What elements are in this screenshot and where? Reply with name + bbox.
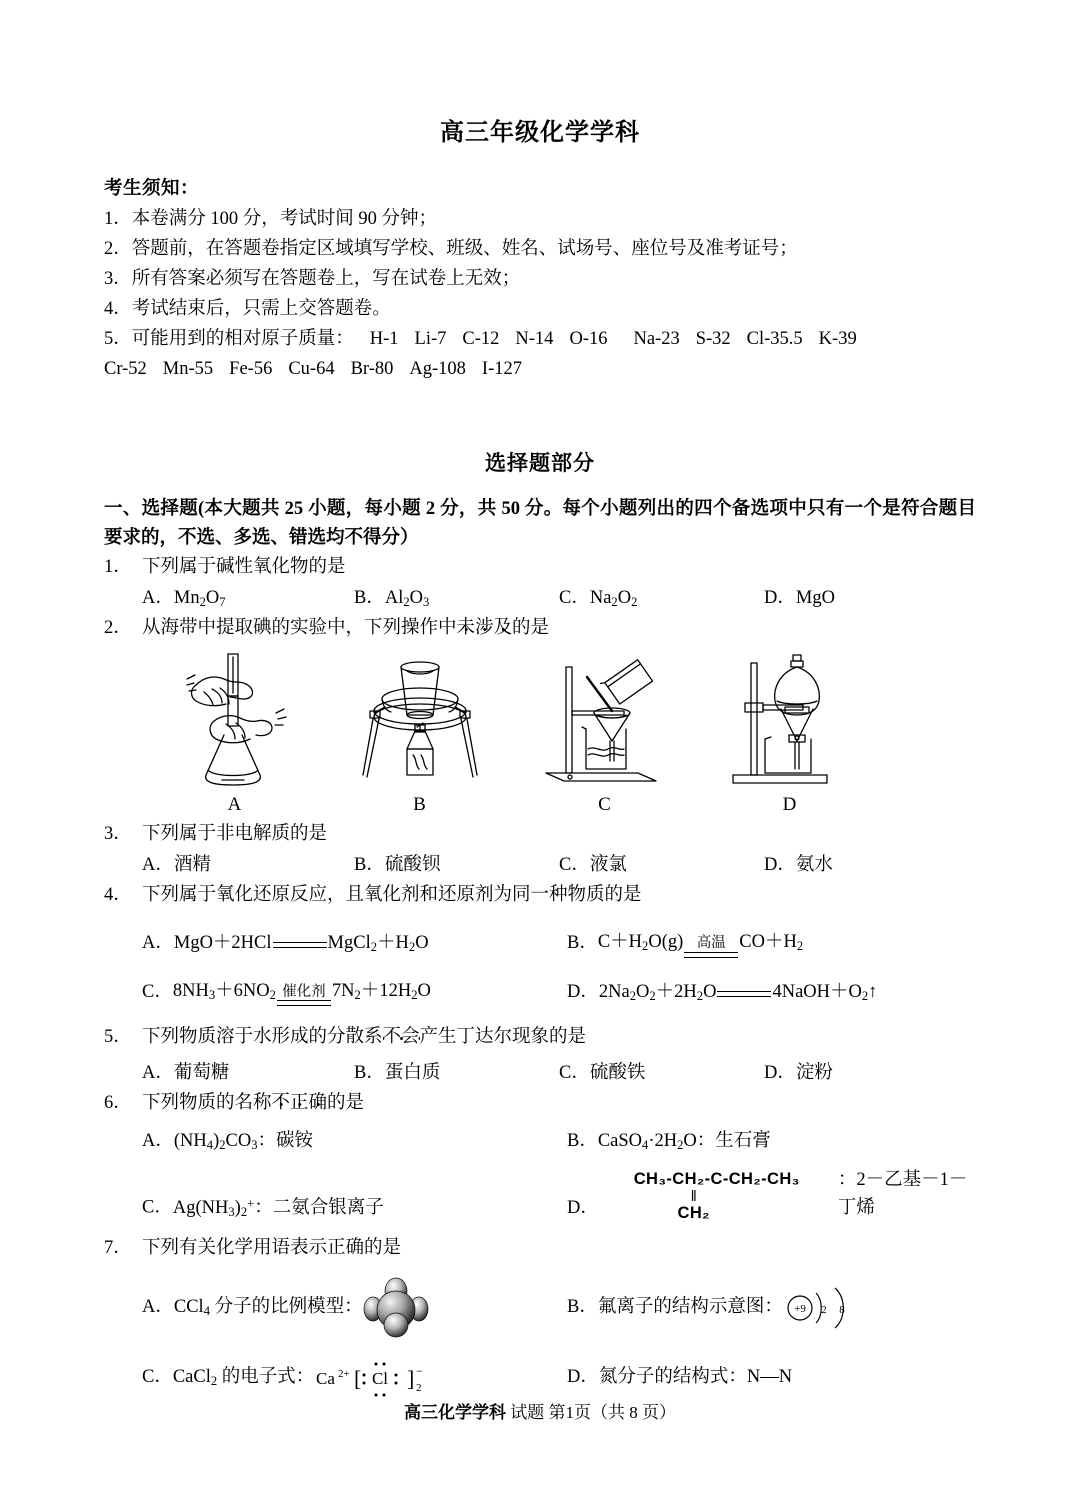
option-4-D-label: D． [567, 981, 599, 1002]
crucible-tripod-alcohol-burner-icon [345, 649, 495, 789]
notice-item-1: 1．本卷满分 100 分，考试时间 90 分钟； [104, 209, 438, 230]
candidate-notice [104, 175, 976, 385]
question-4-equations-row-2 [104, 978, 976, 1007]
option-4-C[interactable] [142, 978, 567, 1007]
option-6-C-value: $Ag(NH_3)_2^+$：二氨合银离子 [172, 1196, 384, 1220]
section-title: 选择题部分 [485, 450, 595, 475]
question-2-stem-emphasis: 未涉及 [457, 618, 513, 643]
question-5 [104, 1024, 976, 1088]
option-1-A-value: $Mn_2O_7$ [173, 588, 226, 610]
option-1-C-value: $Na_2O_2$ [589, 588, 638, 610]
option-1-B[interactable] [354, 585, 559, 613]
option-7-B[interactable] [567, 1284, 861, 1332]
option-1-D-label: D． [764, 588, 796, 609]
option-7-C-text: CaCl$_2$ 的电子式： [172, 1366, 315, 1388]
option-7-D-text: 氮分子的结构式：N—N [598, 1366, 793, 1387]
figure-A-label: A [227, 793, 242, 815]
question-4-number: 4． [104, 884, 132, 905]
option-3-C-label: C． [559, 854, 590, 875]
option-1-A[interactable] [142, 585, 354, 613]
atomic-mass-line-1: H-1 Li-7 C-12 N-14 O-16 Na-23 S-32 Cl-35.5 K-39 [369, 329, 857, 350]
lewis-cation-charge: 2+ [338, 1367, 351, 1380]
option-5-C[interactable] [559, 1060, 764, 1088]
option-7-C-label: C． [142, 1366, 173, 1387]
lewis-anion-subscript: 2 [416, 1381, 422, 1394]
extraction-shaking-separatory-funnel-icon [160, 649, 310, 789]
question-6 [104, 1090, 976, 1223]
option-6-B[interactable] [567, 1128, 771, 1156]
question-1 [104, 554, 976, 613]
question-2-stem-after: 的是 [512, 617, 550, 638]
option-5-B[interactable] [354, 1060, 559, 1088]
shell-2-label: 8 [839, 1303, 845, 1316]
question-3 [104, 821, 976, 880]
option-3-A[interactable] [142, 852, 354, 880]
option-5-D[interactable] [764, 1060, 833, 1088]
question-3-stem: 下列属于非电解质的是 [142, 824, 328, 845]
question-7-options-row-2 [104, 1355, 976, 1401]
footer-subject: 高三化学学科 [404, 1403, 506, 1422]
question-6-options-row-1 [104, 1128, 976, 1156]
option-7-D-label: D． [567, 1366, 599, 1387]
option-3-D[interactable] [764, 852, 833, 880]
question-7-options-row-1 [104, 1277, 976, 1339]
question-7-number: 7． [104, 1237, 132, 1258]
option-5-A-label: A． [142, 1063, 174, 1084]
question-1-number: 1． [104, 557, 132, 578]
option-6-D-name: ：2－乙基－1－丁烯 [837, 1170, 968, 1219]
option-4-C-equation: $8NH_3+6NO_2$ 催化剂 $7N_2+12H_2O$ [173, 978, 431, 1007]
option-3-D-value: 氨水 [795, 854, 833, 875]
question-6-stem-after: 的是 [327, 1092, 365, 1113]
space-filling-model-icon [363, 1277, 429, 1339]
question-4 [104, 882, 976, 1007]
question-5-stem [142, 1024, 976, 1052]
question-3-number: 3． [104, 824, 132, 845]
question-5-number: 5． [104, 1027, 132, 1048]
footer-label: 试题 [510, 1403, 545, 1422]
question-2 [104, 615, 976, 819]
option-3-A-value: 酒精 [173, 854, 211, 875]
option-5-B-label: B． [354, 1063, 385, 1084]
option-6-A-value: $(NH_4)_2CO_3$：碳铵 [173, 1130, 314, 1152]
lewis-anion-charge: − [416, 1363, 424, 1378]
question-6-stem-emphasis: 不正确 [272, 1093, 328, 1118]
filtration-funnel-beaker-icon [530, 649, 680, 789]
question-5-stem-after: 产生丁达尔现象的是 [419, 1027, 587, 1048]
figure-B [327, 649, 512, 820]
question-2-figures [104, 649, 976, 820]
option-5-D-label: D． [764, 1063, 796, 1084]
question-6-options-row-2 [104, 1167, 976, 1223]
figure-A [142, 649, 327, 820]
option-1-C[interactable] [559, 585, 764, 613]
question-5-options [104, 1060, 976, 1088]
atomic-mass-block [104, 325, 976, 385]
page-title: 高三年级化学学科 [440, 120, 640, 146]
option-6-C-label: C． [142, 1198, 173, 1219]
question-6-stem-before: 下列物质的名称 [142, 1092, 272, 1113]
option-5-B-value: 蛋白质 [384, 1063, 441, 1084]
option-7-D[interactable] [567, 1364, 792, 1392]
option-3-B[interactable] [354, 852, 559, 880]
figure-C-label: C [598, 793, 611, 815]
nucleus-charge-label: +9 [794, 1302, 806, 1315]
option-3-B-label: B． [354, 854, 385, 875]
notice-item-3: 3．所有答案必须写在答题卷上，写在试卷上无效； [104, 269, 521, 290]
option-4-A[interactable] [142, 929, 567, 958]
shell-1-label: 2 [821, 1303, 827, 1316]
option-4-D-equation: $2Na_2O_2+2H_2O$ $4NaOH+O_2↑$ [598, 981, 878, 1003]
question-1-stem: 下列属于碱性氧化物的是 [142, 557, 346, 578]
option-3-C[interactable] [559, 852, 764, 880]
option-4-A-equation: MgO＋2HCl $MgCl_2+H_2O$ [173, 933, 429, 955]
question-2-number: 2． [104, 617, 132, 638]
structure-branch: CH₂ [677, 1203, 710, 1222]
option-6-B-value: $CaSO_4\cdot 2H_2O$：生石膏 [597, 1130, 771, 1152]
question-4-stem: 下列属于氧化还原反应，且氧化剂和还原剂为同一种物质的是 [142, 884, 642, 905]
option-3-C-value: 液氯 [589, 854, 627, 875]
separatory-funnel-stand-beaker-icon [715, 649, 865, 789]
option-5-C-value: 硫酸铁 [589, 1063, 646, 1084]
structure-double-bond: ‖ [690, 1187, 697, 1205]
option-3-D-label: D． [764, 854, 796, 875]
structural-formula-2-ethyl-1-butene [634, 1171, 800, 1221]
question-7 [104, 1235, 976, 1401]
option-6-A-label: A． [142, 1130, 174, 1151]
option-5-D-value: 淀粉 [795, 1063, 833, 1084]
option-7-A-text: CCl$_4$ 分子的比例模型： [173, 1296, 363, 1318]
question-3-options [104, 852, 976, 880]
option-1-B-value: $Al_2O_3$ [384, 588, 430, 610]
question-6-stem [142, 1090, 976, 1118]
atomic-mass-line-2: Cr-52 Mn-55 Fe-56 Cu-64 Br-80 Ag-108 I-127 [104, 359, 522, 379]
option-6-D[interactable] [567, 1167, 976, 1223]
question-7-stem: 下列有关化学用语表示正确的是 [142, 1237, 402, 1258]
option-1-D[interactable] [764, 585, 835, 613]
option-5-C-label: C． [559, 1063, 590, 1084]
option-7-C[interactable] [142, 1355, 567, 1401]
question-2-stem-before: 从海带中提取碘的实验中，下列操作中 [142, 617, 457, 638]
question-5-stem-emphasis: 不会 [383, 1027, 420, 1052]
notice-heading: 考生须知： [104, 179, 200, 200]
lewis-cation: Ca [316, 1368, 336, 1388]
option-6-D-label: D． [567, 1198, 599, 1219]
option-4-B[interactable] [567, 929, 976, 958]
lewis-anion-symbol: Cl [372, 1368, 389, 1388]
question-2-stem [142, 615, 976, 643]
option-4-B-label: B． [567, 933, 598, 954]
figure-B-label: B [413, 793, 426, 815]
structure-main-chain: CH₃-CH₂-C-CH₂-CH₃ [633, 1170, 800, 1189]
question-6-number: 6． [104, 1092, 132, 1113]
figure-D-label: D [782, 793, 797, 815]
fluoride-ion-shell-diagram-icon [783, 1284, 861, 1332]
lewis-bracket-left: [ [354, 1365, 362, 1391]
question-1-options [104, 585, 976, 613]
option-7-A-label: A． [142, 1296, 174, 1317]
option-3-A-label: A． [142, 854, 174, 875]
option-7-A[interactable] [142, 1277, 567, 1339]
option-4-B-equation: $C+H_2O(g)$ 高温 $CO+H_2$ [598, 929, 803, 958]
option-1-D-value: MgO [795, 588, 835, 609]
option-4-A-label: A． [142, 933, 174, 954]
notice-item-2: 2．答题前，在答题卷指定区域填写学校、班级、姓名、试场号、座位号及准考证号； [104, 239, 798, 260]
option-4-D[interactable] [567, 978, 976, 1007]
option-5-A[interactable] [142, 1060, 354, 1088]
page-footer [0, 1398, 1080, 1423]
option-3-B-value: 硫酸钡 [384, 854, 441, 875]
figure-D [697, 649, 882, 820]
option-1-B-label: B． [354, 588, 385, 609]
footer-page: 第1页（共 8 页） [548, 1403, 676, 1422]
atomic-mass-label: 5．可能用到的相对原子质量： [104, 329, 354, 350]
lewis-bracket-right: ] [407, 1365, 415, 1391]
option-1-C-label: C． [559, 588, 590, 609]
option-7-B-label: B． [567, 1296, 598, 1317]
option-1-A-label: A． [142, 588, 174, 609]
section-intro: 一、选择题(本大题共 25 小题，每小题 2 分，共 50 分。每个小题列出的四个备选项中只有一个是符合题目要求的，不选、多选、错选均不得分） [104, 498, 976, 548]
lewis-structure-cacl2-icon [314, 1355, 432, 1401]
option-6-B-label: B． [567, 1130, 598, 1151]
option-7-B-text: 氟离子的结构示意图： [597, 1296, 783, 1317]
question-4-equations-row-1 [104, 929, 976, 958]
figure-C [512, 649, 697, 820]
option-6-A[interactable] [142, 1128, 567, 1156]
option-6-C[interactable] [142, 1194, 567, 1222]
question-5-stem-before: 下列物质溶于水形成的分散系 [142, 1027, 383, 1048]
option-5-A-value: 葡萄糖 [173, 1063, 230, 1084]
option-4-C-label: C． [142, 981, 173, 1002]
notice-item-4: 4．考试结束后，只需上交答题卷。 [104, 299, 391, 320]
